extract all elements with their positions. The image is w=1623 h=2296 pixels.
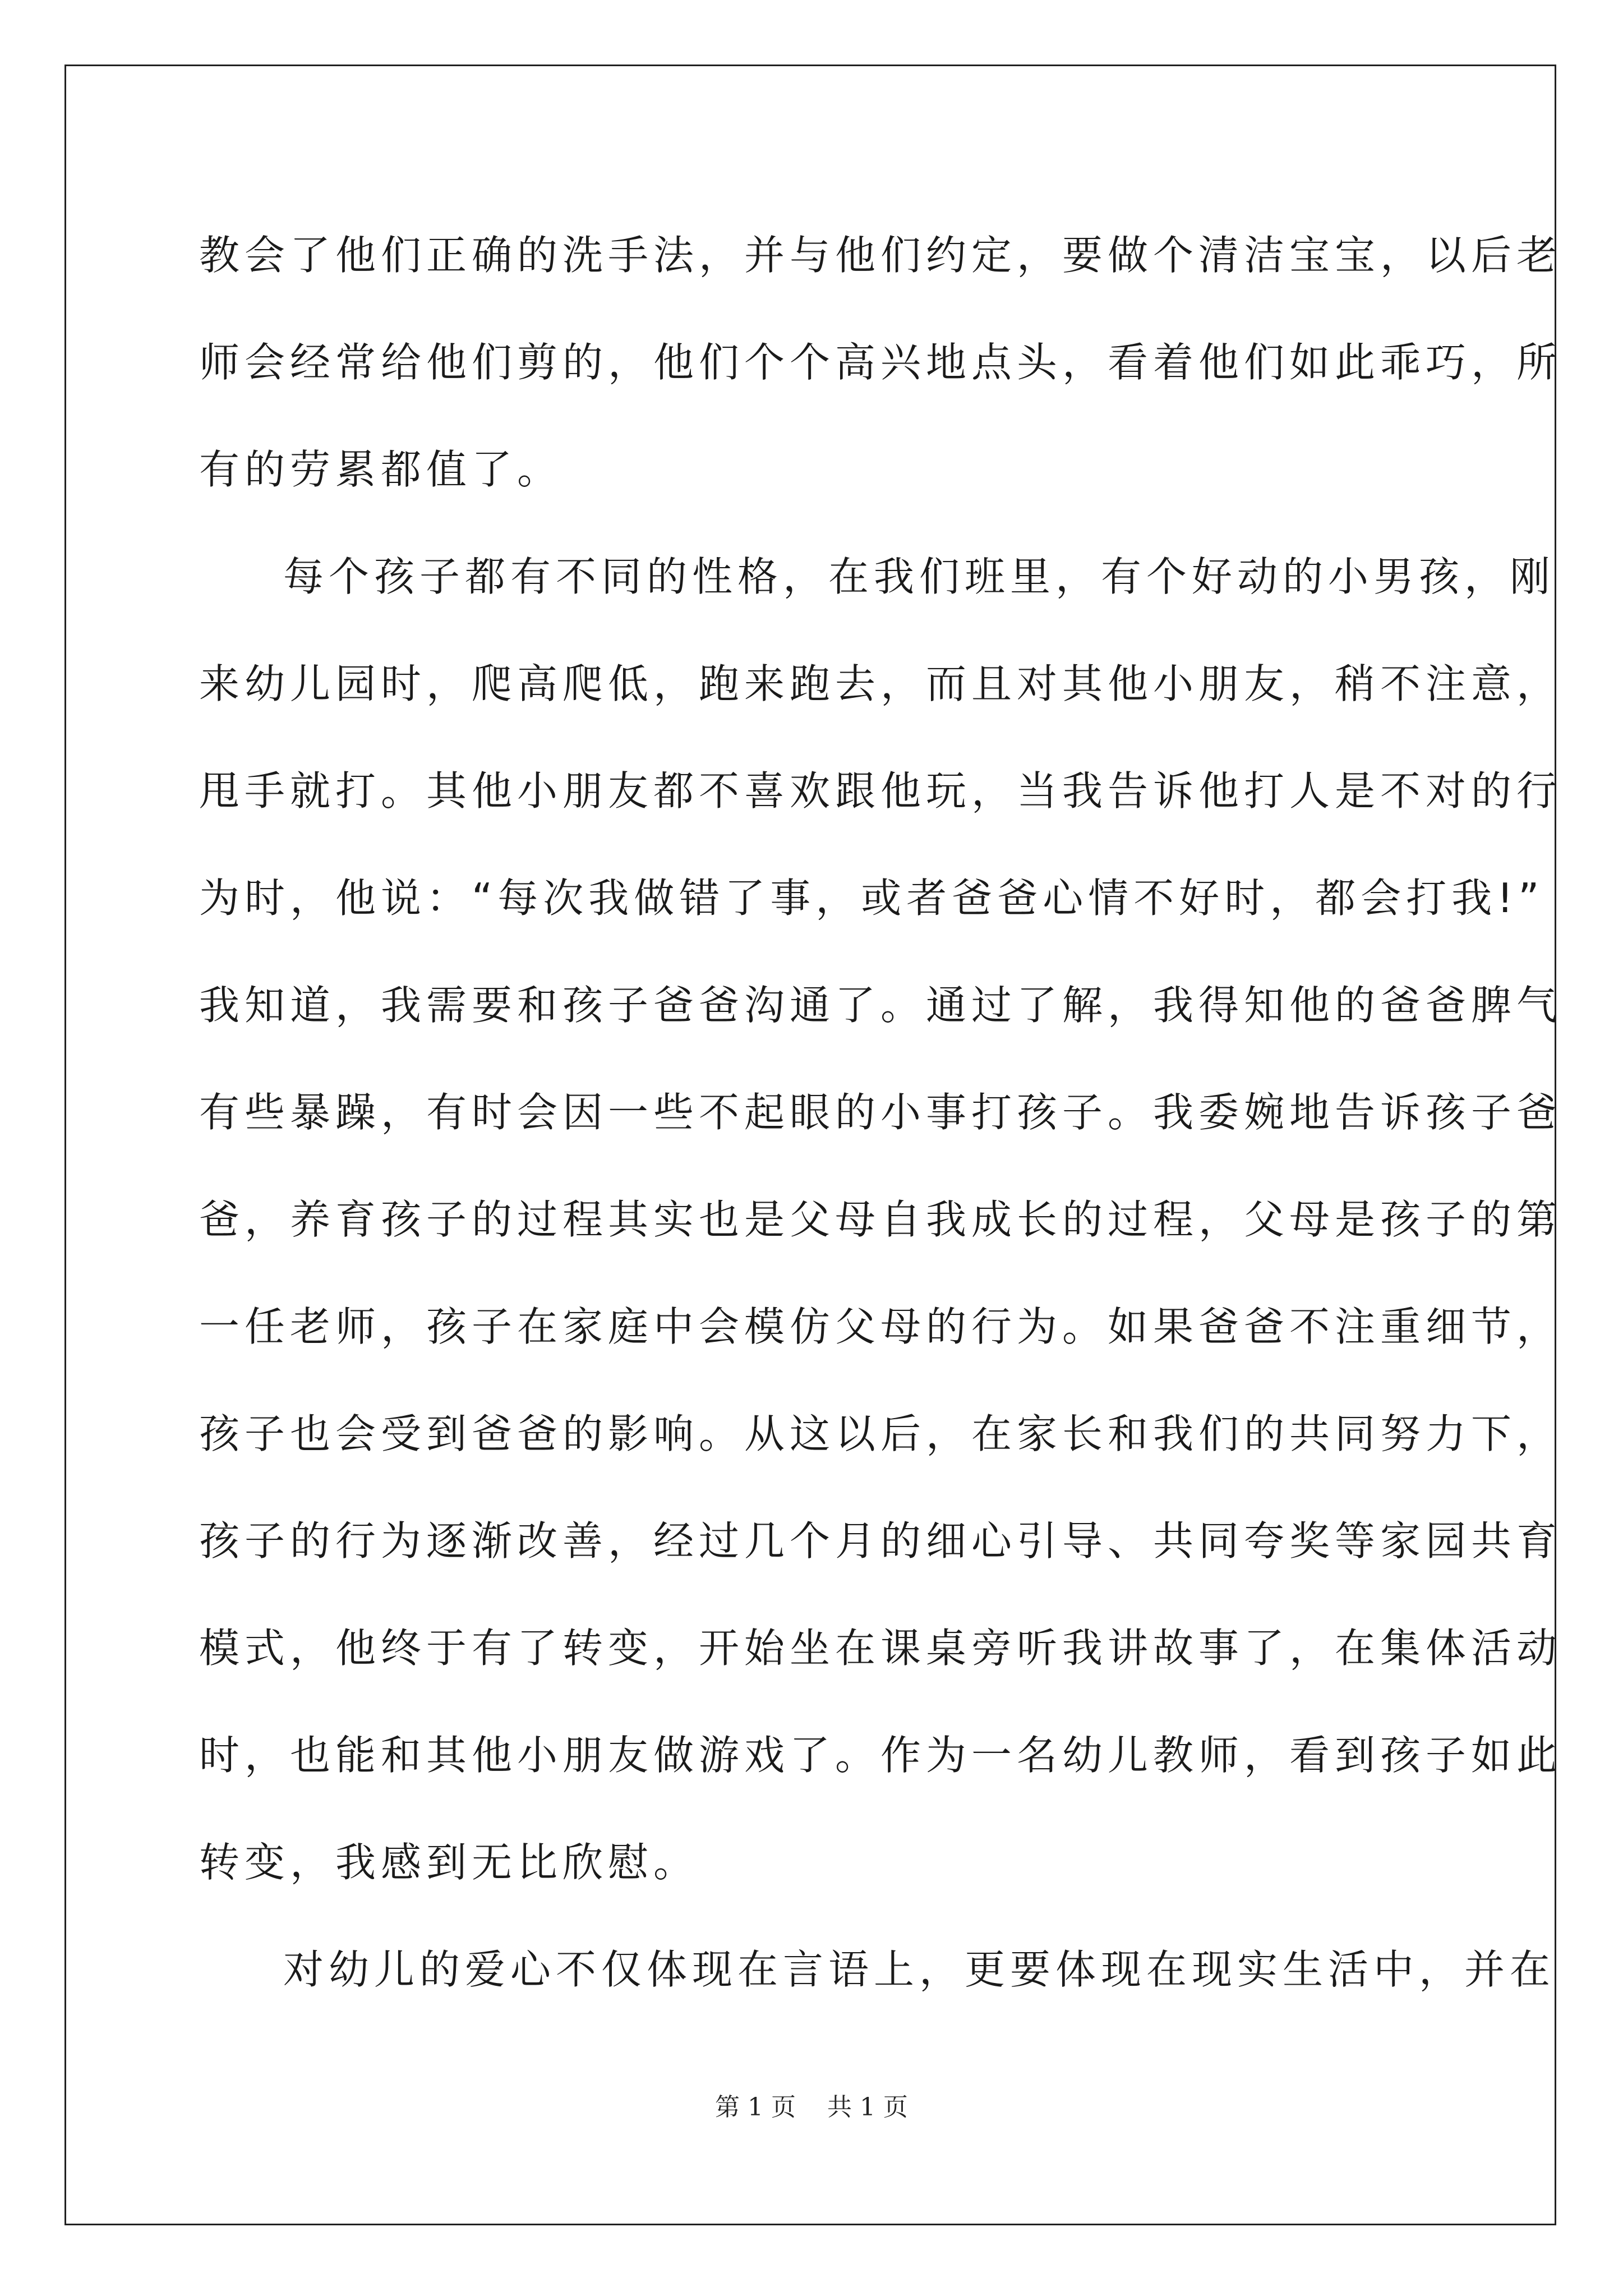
text-line: 孩子也会受到爸爸的影响。从这以后，在家长和我们的共同努力下， xyxy=(199,1410,1562,1457)
text-line: 为时，他说：“每次我做错了事，或者爸爸心情不好时，都会打我!” xyxy=(199,875,1544,922)
text-line: 有些暴躁，有时会因一些不起眼的小事打孩子。我委婉地告诉孩子爸 xyxy=(199,1089,1562,1136)
text-line: 甩手就打。其他小朋友都不喜欢跟他玩，当我告诉他打人是不对的行 xyxy=(199,767,1562,815)
text-line: 模式，他终于有了转变，开始坐在课桌旁听我讲故事了，在集体活动 xyxy=(199,1625,1562,1672)
paragraph xyxy=(199,202,1562,523)
text-line: 爸，养育孩子的过程其实也是父母自我成长的过程，父母是孩子的第 xyxy=(199,1196,1562,1243)
text-line: 来幼儿园时，爬高爬低，跑来跑去，而且对其他小朋友，稍不注意， xyxy=(199,660,1562,707)
page-number-footer: 第 1 页 共 1 页 xyxy=(715,2093,908,2122)
paragraph xyxy=(199,523,1562,1916)
text-line: 我知道，我需要和孩子爸爸沟通了。通过了解，我得知他的爸爸脾气 xyxy=(199,982,1562,1029)
text-line: 师会经常给他们剪的，他们个个高兴地点头，看着他们如此乖巧，所 xyxy=(199,339,1562,386)
text-line: 教会了他们正确的洗手法，并与他们约定，要做个清洁宝宝，以后老 xyxy=(199,232,1562,279)
text-line: 有的劳累都值了。 xyxy=(199,446,563,493)
text-line: 转变，我感到无比欣慰。 xyxy=(199,1839,699,1886)
text-line: 时，也能和其他小朋友做游戏了。作为一名幼儿教师，看到孩子如此 xyxy=(199,1732,1562,1779)
document-body xyxy=(199,202,1562,2023)
paragraph xyxy=(199,1916,1556,2023)
text-line: 对幼儿的爱心不仅体现在言语上，更要体现在现实生活中，并在 xyxy=(283,1946,1556,1993)
text-line: 每个孩子都有不同的性格，在我们班里，有个好动的小男孩，刚 xyxy=(283,553,1556,600)
text-line: 一任老师，孩子在家庭中会模仿父母的行为。如果爸爸不注重细节， xyxy=(199,1303,1562,1350)
text-line: 孩子的行为逐渐改善，经过几个月的细心引导、共同夸奖等家园共育 xyxy=(199,1517,1562,1565)
